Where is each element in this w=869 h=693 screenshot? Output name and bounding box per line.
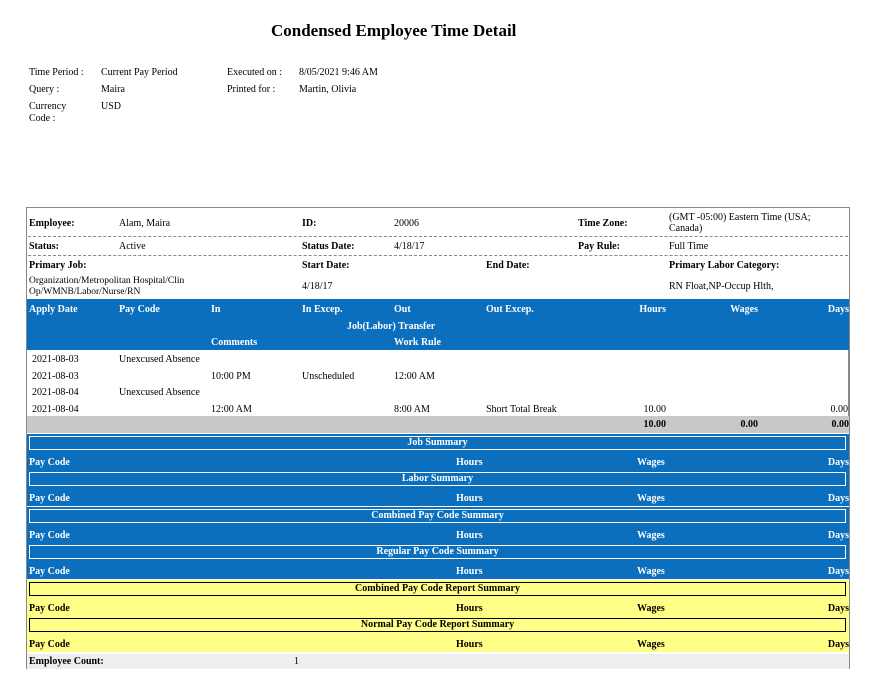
summary-header bbox=[27, 638, 849, 652]
status-date-value: 4/18/17 bbox=[394, 241, 425, 252]
status-date-label: Status Date: bbox=[302, 241, 355, 252]
summary-title: Labor Summary bbox=[29, 472, 846, 486]
time-period-label: Time Period : bbox=[29, 67, 84, 78]
row-date: 2021-08-03 bbox=[32, 354, 79, 365]
row-out: 12:00 AM bbox=[394, 371, 435, 382]
employee-value: Alam, Maira bbox=[119, 218, 171, 229]
summary-title: Job Summary bbox=[29, 436, 846, 450]
summary-title: Regular Pay Code Summary bbox=[29, 545, 846, 559]
report-title: Condensed Employee Time Detail bbox=[271, 21, 517, 40]
row-pay-code: Unexcused Absence bbox=[119, 387, 200, 398]
summary-col-pay-code: Pay Code bbox=[29, 639, 70, 650]
col-in-excep: In Excep. bbox=[302, 304, 343, 315]
employee-count-value: 1 bbox=[294, 656, 299, 667]
col-hours: Hours bbox=[639, 304, 666, 315]
summary-col-days: Days bbox=[827, 457, 849, 468]
primary-job-value: Organization/Metropolitan Hospital/Clin Op/WMNB/Labor/Nurse/RN bbox=[29, 276, 185, 297]
employee-count-label: Employee Count: bbox=[29, 656, 104, 667]
summary-col-days: Days bbox=[827, 530, 849, 541]
status-label: Status: bbox=[29, 241, 60, 252]
row-out-excep: Short Total Break bbox=[486, 404, 557, 415]
query-label: Query : bbox=[29, 84, 60, 95]
summary-col-hours: Hours bbox=[456, 530, 483, 541]
row-in: 10:00 PM bbox=[211, 371, 251, 382]
currency-value: USD bbox=[101, 101, 122, 112]
summary-col-pay-code: Pay Code bbox=[29, 530, 70, 541]
summary-header bbox=[27, 602, 849, 616]
summary-col-days: Days bbox=[827, 639, 849, 650]
summary-col-pay-code: Pay Code bbox=[29, 603, 70, 614]
summary-col-hours: Hours bbox=[456, 566, 483, 577]
row-pay-code: Unexcused Absence bbox=[119, 354, 200, 365]
summary-header bbox=[27, 565, 849, 579]
col-out: Out bbox=[394, 304, 411, 315]
primary-labor-category-value: RN Float,NP-Occup Hlth, bbox=[669, 281, 774, 292]
row-hours: 10.00 bbox=[643, 404, 666, 415]
summary-title: Combined Pay Code Summary bbox=[29, 509, 846, 523]
summary-col-hours: Hours bbox=[456, 639, 483, 650]
summary-col-hours: Hours bbox=[456, 457, 483, 468]
summary-col-days: Days bbox=[827, 566, 849, 577]
row-date: 2021-08-04 bbox=[32, 387, 79, 398]
id-value: 20006 bbox=[394, 218, 419, 229]
divider bbox=[28, 255, 848, 256]
summary-header bbox=[27, 456, 849, 470]
summary-col-hours: Hours bbox=[456, 493, 483, 504]
summary-title: Normal Pay Code Report Summary bbox=[29, 618, 846, 632]
start-date-label: Start Date: bbox=[302, 260, 350, 271]
row-days: 0.00 bbox=[830, 404, 848, 415]
col-wages: Wages bbox=[730, 304, 758, 315]
col-out-excep: Out Excep. bbox=[486, 304, 534, 315]
col-pay-code: Pay Code bbox=[119, 304, 160, 315]
printed-value: Martin, Olivia bbox=[299, 84, 357, 95]
row-out: 8:00 AM bbox=[394, 404, 430, 415]
summary-col-days: Days bbox=[827, 493, 849, 504]
employee-count-row bbox=[27, 654, 849, 669]
pay-rule-label: Pay Rule: bbox=[578, 241, 620, 252]
status-value: Active bbox=[119, 241, 146, 252]
col-job-transfer: Job(Labor) Transfer bbox=[347, 321, 436, 332]
summary-col-pay-code: Pay Code bbox=[29, 493, 70, 504]
printed-label: Printed for : bbox=[227, 84, 276, 95]
primary-labor-category-label: Primary Labor Category: bbox=[669, 260, 780, 271]
detail-header bbox=[27, 299, 849, 350]
totals-row bbox=[27, 416, 849, 433]
col-in: In bbox=[211, 304, 221, 315]
start-date-value: 4/18/17 bbox=[302, 281, 333, 292]
summary-col-hours: Hours bbox=[456, 603, 483, 614]
total-wages: 0.00 bbox=[740, 419, 758, 430]
end-date-label: End Date: bbox=[486, 260, 530, 271]
currency-label: Currency Code : bbox=[29, 101, 67, 124]
pay-rule-value: Full Time bbox=[669, 241, 709, 252]
summary-col-wages: Wages bbox=[637, 457, 665, 468]
col-apply-date: Apply Date bbox=[29, 304, 78, 315]
summary-header bbox=[27, 529, 849, 543]
summary-title: Combined Pay Code Report Summary bbox=[29, 582, 846, 596]
total-days: 0.00 bbox=[831, 419, 849, 430]
query-value: Maira bbox=[101, 84, 125, 95]
summary-col-wages: Wages bbox=[637, 566, 665, 577]
primary-job-label: Primary Job: bbox=[29, 260, 87, 271]
row-date: 2021-08-03 bbox=[32, 371, 79, 382]
row-in: 12:00 AM bbox=[211, 404, 252, 415]
detail-scrollbar[interactable] bbox=[848, 350, 850, 416]
col-days: Days bbox=[827, 304, 849, 315]
row-in-excep: Unscheduled bbox=[302, 371, 355, 382]
summary-col-wages: Wages bbox=[637, 603, 665, 614]
summary-col-days: Days bbox=[827, 603, 849, 614]
col-work-rule: Work Rule bbox=[394, 337, 441, 348]
employee-label: Employee: bbox=[29, 218, 75, 229]
executed-value: 8/05/2021 9:46 AM bbox=[299, 67, 378, 78]
total-hours: 10.00 bbox=[643, 419, 666, 430]
row-date: 2021-08-04 bbox=[32, 404, 79, 415]
summary-col-wages: Wages bbox=[637, 493, 665, 504]
id-label: ID: bbox=[302, 218, 317, 229]
summary-col-wages: Wages bbox=[637, 530, 665, 541]
col-comments: Comments bbox=[211, 337, 258, 348]
timezone-label: Time Zone: bbox=[578, 218, 628, 229]
timezone-value: (GMT -05:00) Eastern Time (USA; Canada) bbox=[669, 212, 811, 234]
divider bbox=[28, 236, 848, 237]
summary-col-wages: Wages bbox=[637, 639, 665, 650]
executed-label: Executed on : bbox=[227, 67, 282, 78]
time-period-value: Current Pay Period bbox=[101, 67, 178, 78]
summary-header bbox=[27, 492, 849, 506]
summary-col-pay-code: Pay Code bbox=[29, 566, 70, 577]
summary-col-pay-code: Pay Code bbox=[29, 457, 70, 468]
